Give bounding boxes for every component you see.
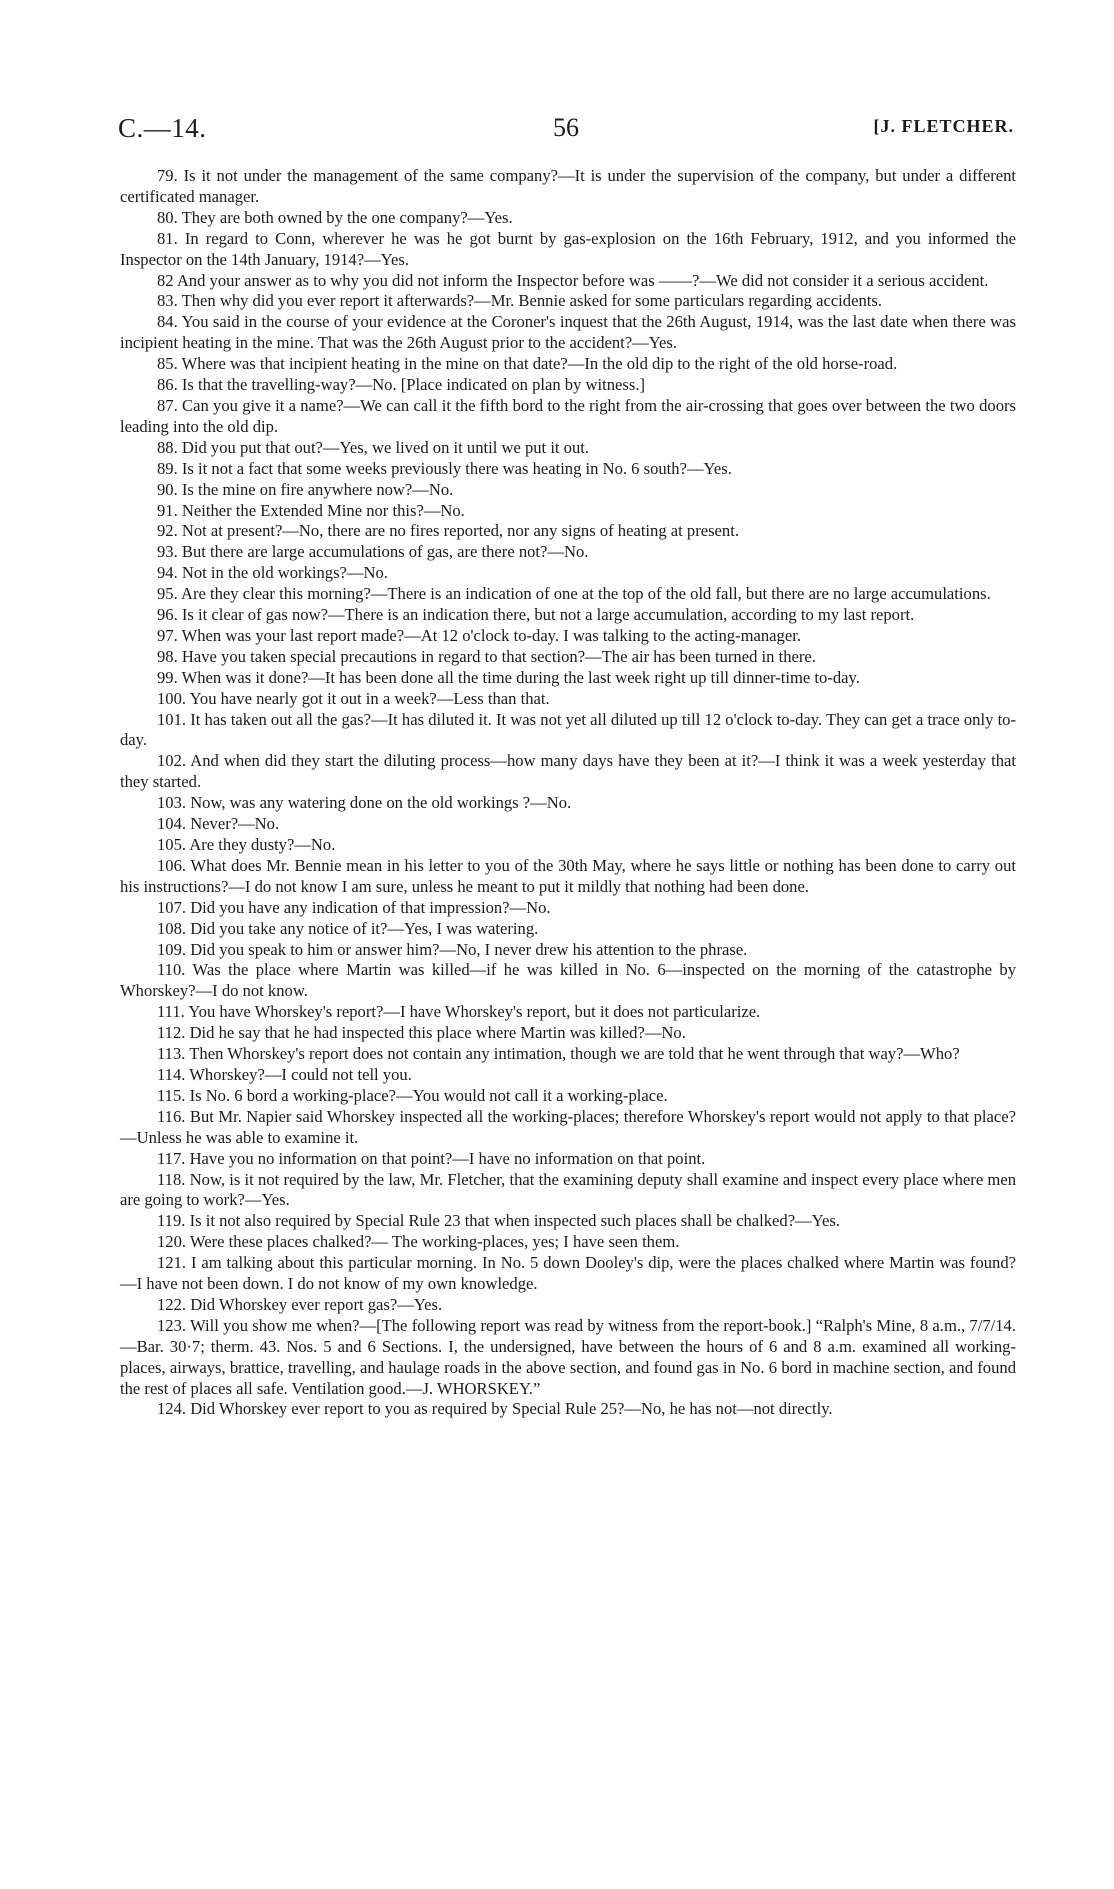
question-122: 122. Did Whorskey ever report gas?—Yes. (157, 1294, 443, 1314)
question-88: 88. Did you put that out?—Yes, we lived on it until we put it out. (157, 437, 590, 457)
question-109: 109. Did you speak to him or answer him?—No, I never drew his attention to the phrase. (157, 939, 748, 959)
question-87: 87. Can you give it a name?—We can call it the fifth bord to the right from the air-crossing that goes over between the two doors leading into the old dip. (120, 395, 1016, 436)
question-108: 108. Did you take any notice of it?—Yes, I was watering. (157, 918, 539, 938)
question-99: 99. When was it done?—It has been done all the time during the last week right up till dinner-time to-day. (157, 667, 860, 687)
question-121: 121. I am talking about this particular morning. In No. 5 down Dooley's dip, were the places chalked where Martin was found?—I have not been down. I do not know of my own knowledge. (120, 1253, 1016, 1294)
question-120: 120. Were these places chalked?— The working-places, yes; I have seen them. (157, 1232, 680, 1252)
question-81: 81. In regard to Conn, wherever he was he got burnt by gas-explosion on the 16th February, 1912, and you informed the Inspector on the 14th January, 1914?—Yes. (120, 228, 1016, 269)
question-97: 97. When was your last report made?—At 12 o'clock to-day. I was talking to the acting-manager. (157, 625, 801, 645)
question-79: 79. Is it not under the management of the same company?—It is under the supervision of the company, but under a different certificated manager. (120, 166, 1016, 206)
question-119: 119. Is it not also required by Special Rule 23 that when inspected such places shall be chalked?—Yes. (157, 1211, 840, 1231)
question-83: 83. Then why did you ever report it afterwards?—Mr. Bennie asked for some particulars regarding accidents. (157, 291, 882, 311)
question-124: 124. Did Whorskey ever report to you as required by Special Rule 25?—No, he has not—not directly. (157, 1399, 833, 1419)
question-86: 86. Is that the travelling-way?—No. [Place indicated on plan by witness.] (157, 375, 646, 395)
question-110: 110. Was the place where Martin was killed—if he was killed in No. 6—inspected on the morning of the catastrophe by Whorskey?—I do not know. (120, 960, 1016, 1001)
question-95: 95. Are they clear this morning?—There is an indication of one at the top of the old fall, but there are no large accumulations. (157, 584, 991, 604)
question-116: 116. But Mr. Napier said Whorskey inspected all the working-places; therefore Whorskey's report would not apply to that place?—Unless he was able to examine it. (120, 1106, 1016, 1147)
question-111: 111. You have Whorskey's report?—I have Whorskey's report, but it does not particularize. (157, 1002, 761, 1022)
question-90: 90. Is the mine on fire anywhere now?—No. (157, 479, 454, 499)
question-112: 112. Did he say that he had inspected this place where Martin was killed?—No. (157, 1023, 686, 1043)
question-94: 94. Not in the old workings?—No. (157, 563, 388, 583)
question-80: 80. They are both owned by the one company?—Yes. (157, 207, 513, 227)
question-113: 113. Then Whorskey's report does not contain any intimation, though we are told that he went through that way?—Who? (157, 1044, 960, 1064)
testimony-body (120, 166, 1016, 1420)
question-85: 85. Where was that incipient heating in the mine on that date?—In the old dip to the right of the old horse-road. (157, 354, 898, 374)
question-100: 100. You have nearly got it out in a week?—Less than that. (157, 688, 550, 708)
paper-reference: C.—14. (118, 113, 207, 143)
question-101: 101. It has taken out all the gas?—It has diluted it. It was not yet all diluted up till 12 o'clock to-day. They can get a trace only to-day. (120, 709, 1016, 750)
question-89: 89. Is it not a fact that some weeks previously there was heating in No. 6 south?—Yes. (157, 458, 732, 478)
question-117: 117. Have you no information on that point?—I have no information on that point. (157, 1148, 706, 1168)
question-82: 82 And your answer as to why you did not inform the Inspector before was ——?—We did not consider it a serious accident. (157, 270, 989, 290)
question-98: 98. Have you taken special precautions in regard to that section?—The air has been turned in there. (157, 646, 816, 666)
page-number: 56 (553, 113, 579, 142)
question-123: 123. Will you show me when?—[The following report was read by witness from the report-book.] “Ralph's Mine, 8 a.m., 7/7/14.—Bar. 30·7; therm. 43. Nos. 5 and 6 Sections. I, the undersigned, have between the hours of 6 and 8 a.m. examined all working-places, airways, brattice, travelling, and haulage roads in the above section, and found gas in No. 6 bord in machine section, and found the rest of places all safe. Ventilation good.—J. WHORSKEY.” (120, 1315, 1016, 1398)
question-103: 103. Now, was any watering done on the old workings ?—No. (157, 793, 572, 813)
question-115: 115. Is No. 6 bord a working-place?—You would not call it a working-place. (157, 1085, 668, 1105)
question-105: 105. Are they dusty?—No. (157, 835, 336, 854)
question-92: 92. Not at present?—No, there are no fires reported, nor any signs of heating at present. (157, 521, 739, 541)
question-91: 91. Neither the Extended Mine nor this?—No. (157, 500, 465, 520)
question-118: 118. Now, is it not required by the law, Mr. Fletcher, that the examining deputy shall examine and inspect every place where men are going to work?—Yes. (120, 1169, 1016, 1210)
question-106: 106. What does Mr. Bennie mean in his letter to you of the 30th May, where he says little or nothing has been done to carry out his instructions?—I do not know I am sure, unless he meant to put it mildly that nothing had been done. (120, 855, 1016, 896)
question-104: 104. Never?—No. (157, 814, 280, 834)
witness-name: [J. FLETCHER. (873, 116, 1014, 136)
page-header (118, 113, 1014, 147)
question-102: 102. And when did they start the diluting process—how many days have they been at it?—I think it was a week yesterday that they started. (120, 751, 1016, 792)
question-93: 93. But there are large accumulations of gas, are there not?—No. (157, 542, 589, 562)
question-114: 114. Whorskey?—I could not tell you. (157, 1064, 412, 1084)
question-84: 84. You said in the course of your evidence at the Coroner's inquest that the 26th August, 1914, was the last date when there was incipient heating in the mine. That was the 26th August prior to the accident?—Yes. (120, 312, 1016, 353)
question-107: 107. Did you have any indication of that impression?—No. (157, 897, 551, 917)
question-96: 96. Is it clear of gas now?—There is an indication there, but not a large accumulation, according to my last report. (157, 605, 915, 625)
